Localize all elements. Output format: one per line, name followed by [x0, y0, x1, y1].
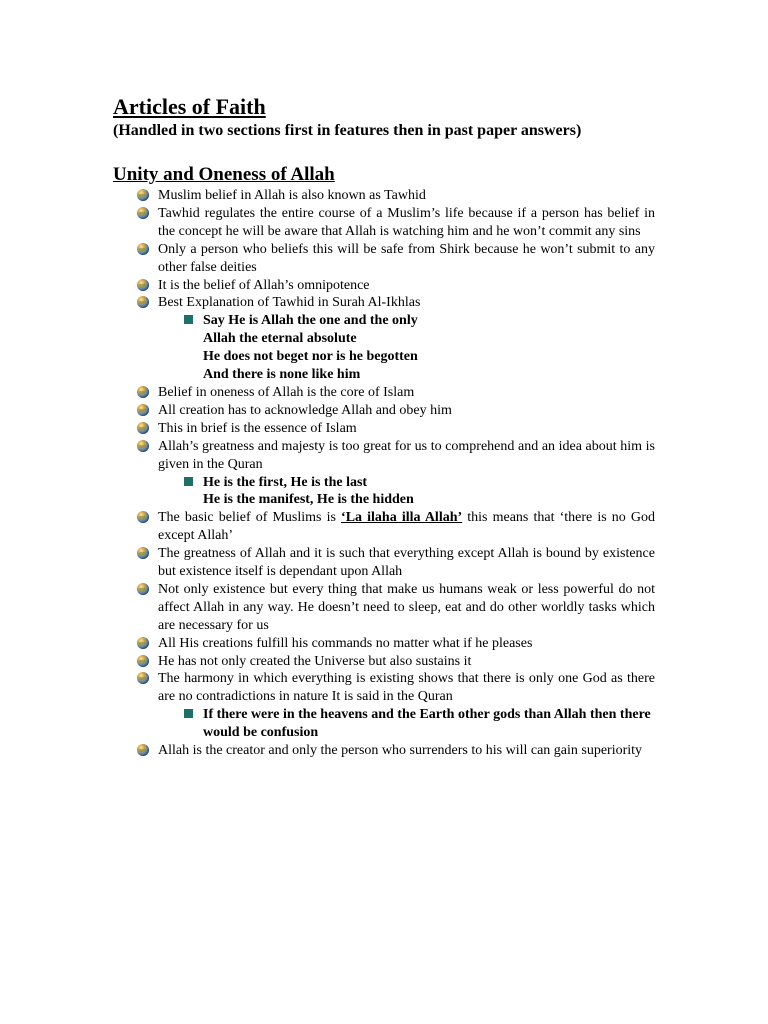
list-item: This in brief is the essence of Islam — [113, 420, 655, 438]
quote-line: He is the manifest, He is the hidden — [203, 492, 414, 508]
bullet-list — [113, 509, 655, 706]
globe-bullet-icon — [137, 296, 149, 308]
globe-bullet-icon — [137, 189, 149, 201]
confusion-quote-list — [113, 706, 655, 742]
globe-bullet-icon — [137, 547, 149, 559]
globe-bullet-icon — [137, 511, 149, 523]
list-item: The basic belief of Muslims is ‘La ilaha illa Allah’ this means that ‘there is no God except Allah’ — [113, 509, 655, 545]
quote-line: He does not beget nor is he begotten — [203, 349, 418, 365]
globe-bullet-icon — [137, 744, 149, 756]
globe-bullet-icon — [137, 279, 149, 291]
teal-square-bullet-icon — [184, 315, 193, 324]
globe-bullet-icon — [137, 637, 149, 649]
teal-square-bullet-icon — [184, 477, 193, 486]
document-title: Articles of Faith — [113, 94, 266, 119]
quote-line: If there were in the heavens and the Earth other gods than Allah then there would be confusion — [203, 707, 651, 741]
bullet-list — [113, 742, 655, 760]
globe-bullet-icon — [137, 422, 149, 434]
list-item: All creation has to acknowledge Allah and obey him — [113, 402, 655, 420]
globe-bullet-icon — [137, 207, 149, 219]
quote-line: He is the first, He is the last — [203, 474, 368, 490]
list-item: All His creations fulfill his commands no matter what if he pleases — [113, 635, 655, 653]
globe-bullet-icon — [137, 672, 149, 684]
list-item: Best Explanation of Tawhid in Surah Al-Ikhlas — [113, 294, 655, 312]
globe-bullet-icon — [137, 440, 149, 452]
list-item: Allah is the creator and only the person who surrenders to his will can gain superiority — [113, 742, 655, 760]
globe-bullet-icon — [137, 404, 149, 416]
document-subtitle: (Handled in two sections first in features then in past paper answers) — [113, 122, 582, 139]
quote-line: Allah the eternal absolute — [203, 331, 357, 347]
quote-line: Say He is Allah the one and the only — [203, 313, 418, 329]
list-item: The greatness of Allah and it is such that everything except Allah is bound by existence but existence itself is dependant upon Allah — [113, 545, 655, 581]
bullet-list — [113, 384, 655, 474]
list-item: Belief in oneness of Allah is the core of Islam — [113, 384, 655, 402]
globe-bullet-icon — [137, 655, 149, 667]
list-item: Not only existence but every thing that make us humans weak or less powerful do not affect Allah in any way. He doesn’t need to sleep, eat and do other worldly tasks which are necessary for us — [113, 581, 655, 635]
ikhlas-quote-list — [113, 312, 655, 384]
quote-item — [113, 312, 655, 384]
list-item: Tawhid regulates the entire course of a Muslim’s life because if a person has belief in the concept he will be aware that Allah is watching him and he won’t commit any sins — [113, 205, 655, 241]
list-item: Only a person who beliefs this will be safe from Shirk because he won’t submit to any other false deities — [113, 241, 655, 277]
list-item: It is the belief of Allah’s omnipotence — [113, 277, 655, 295]
shahada-text: ‘La ilaha illa Allah’ — [341, 510, 463, 526]
globe-bullet-icon — [137, 386, 149, 398]
quote-item — [113, 706, 655, 742]
bullet-list — [113, 187, 655, 312]
list-item: Allah’s greatness and majesty is too great for us to comprehend and an idea about him is given in the Quran — [113, 438, 655, 474]
quote-line: And there is none like him — [203, 367, 361, 383]
globe-bullet-icon — [137, 583, 149, 595]
list-item: He has not only created the Universe but also sustains it — [113, 653, 655, 671]
first-last-quote-list — [113, 474, 655, 510]
section-heading: Unity and Oneness of Allah — [113, 164, 335, 185]
list-item: Muslim belief in Allah is also known as Tawhid — [113, 187, 655, 205]
globe-bullet-icon — [137, 243, 149, 255]
list-item: The harmony in which everything is existing shows that there is only one God as there are no contradictions in nature It is said in the Quran — [113, 670, 655, 706]
teal-square-bullet-icon — [184, 709, 193, 718]
quote-item — [113, 474, 655, 510]
document-page — [113, 93, 655, 760]
